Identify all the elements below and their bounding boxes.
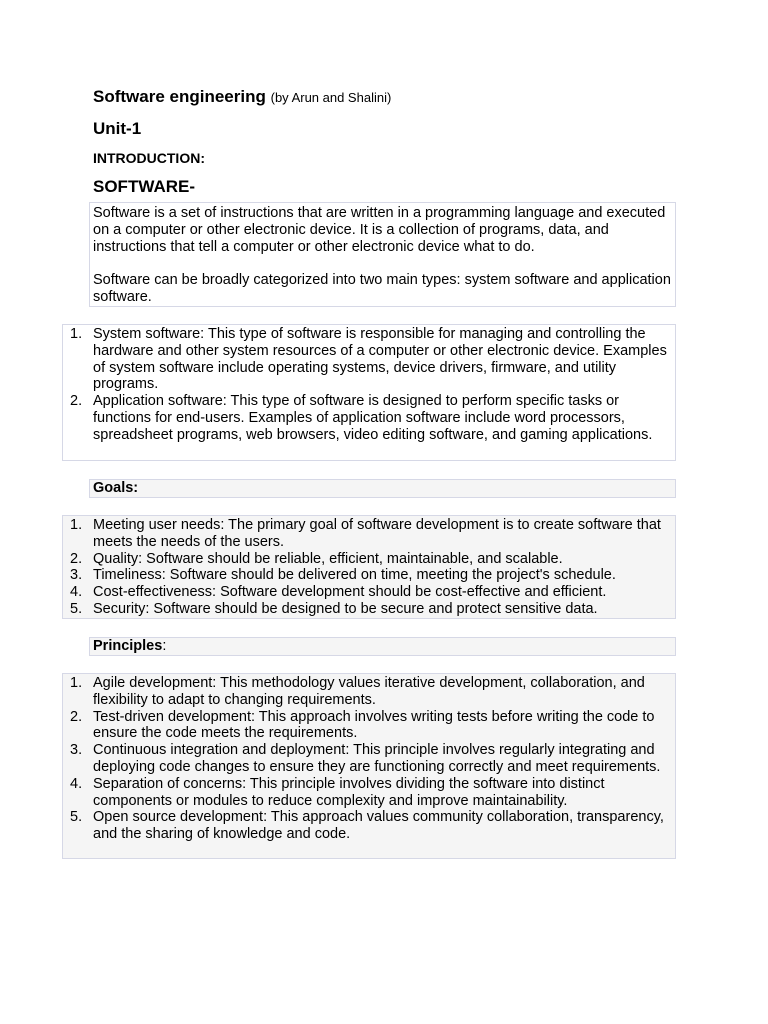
title-text: Software engineering — [93, 87, 266, 106]
definition-paragraph: Software is a set of instructions that are written in a programming language and executed on a computer or other electronic device. It is a collection of programs, data, and instructions that tell a computer or other electronic device what to do. — [93, 205, 666, 255]
goals-label: Goals: — [89, 479, 676, 498]
list-item — [63, 675, 675, 709]
software-types-list — [62, 324, 676, 461]
list-text: Security: Software should be designed to be secure and protect sensitive data. — [93, 600, 598, 617]
list-number: 2. — [70, 393, 83, 410]
list-number: 5. — [70, 600, 83, 617]
list-item — [63, 709, 675, 743]
definition-box — [89, 202, 676, 307]
list-text: Application software: This type of software is designed to perform specific tasks or functions for end-users. Examples of application software include word processors, spreadsheet programs, web browsers, video editing software, and gaming applications. — [93, 393, 653, 443]
definition-paragraph: Software can be broadly categorized into two main types: system software and application software. — [93, 272, 671, 306]
list-item — [63, 584, 675, 601]
topic-heading: SOFTWARE- — [93, 177, 195, 196]
list-number: 1. — [70, 675, 83, 691]
list-item — [63, 551, 675, 568]
list-item — [63, 601, 675, 618]
list-number: 4. — [70, 775, 83, 792]
list-number: 2. — [70, 550, 83, 567]
list-text: System software: This type of software is responsible for managing and controlling the hardware and other system resources of a computer or other electronic device. Examples of system software include operating systems, device drivers, firmware, and utility programs. — [93, 326, 667, 393]
list-item — [63, 776, 675, 810]
list-text: Open source development: This approach values community collaboration, transparency, and the sharing of knowledge and code. — [93, 809, 664, 843]
list-text: Cost-effectiveness: Software development should be cost-effective and efficient. — [93, 584, 607, 601]
list-text: Separation of concerns: This principle involves dividing the software into distinct components or modules to reduce complexity and improve maintainability. — [93, 775, 605, 809]
principles-label-suffix: : — [162, 638, 167, 654]
list-text: Meeting user needs: The primary goal of software development is to create software that meets the needs of the users. — [93, 517, 661, 550]
list-item — [63, 326, 675, 393]
principles-label-text: Principles — [93, 638, 163, 654]
list-number: 5. — [70, 809, 83, 826]
list-text: Test-driven development: This approach involves writing tests before writing the code to ensure the code meets the requirements. — [93, 708, 655, 742]
unit-heading: Unit-1 — [93, 119, 142, 138]
principles-label — [89, 637, 676, 656]
list-item — [63, 742, 675, 776]
list-text: Quality: Software should be reliable, efficient, maintainable, and scalable. — [93, 550, 563, 567]
section-heading: INTRODUCTION: — [93, 150, 205, 166]
document-title — [93, 86, 391, 109]
list-text: Timeliness: Software should be delivered on time, meeting the project's schedule. — [93, 567, 616, 584]
list-item — [63, 809, 675, 843]
list-item — [63, 393, 675, 443]
principles-list — [62, 673, 676, 859]
list-text: Agile development: This methodology values iterative development, collaboration, and flexibility to adapt to changing requirements. — [93, 675, 645, 708]
goals-list — [62, 515, 676, 619]
list-item — [63, 567, 675, 584]
list-number: 1. — [70, 326, 83, 342]
title-authors: (by Arun and Shalini) — [270, 90, 392, 105]
list-number: 4. — [70, 584, 83, 601]
list-number: 3. — [70, 742, 83, 759]
list-number: 1. — [70, 517, 83, 533]
list-number: 3. — [70, 567, 83, 584]
list-item — [63, 517, 675, 551]
list-number: 2. — [70, 708, 83, 725]
list-text: Continuous integration and deployment: This principle involves regularly integrating and deploying code changes to ensure they are functioning correctly and meet requirements. — [93, 742, 661, 775]
